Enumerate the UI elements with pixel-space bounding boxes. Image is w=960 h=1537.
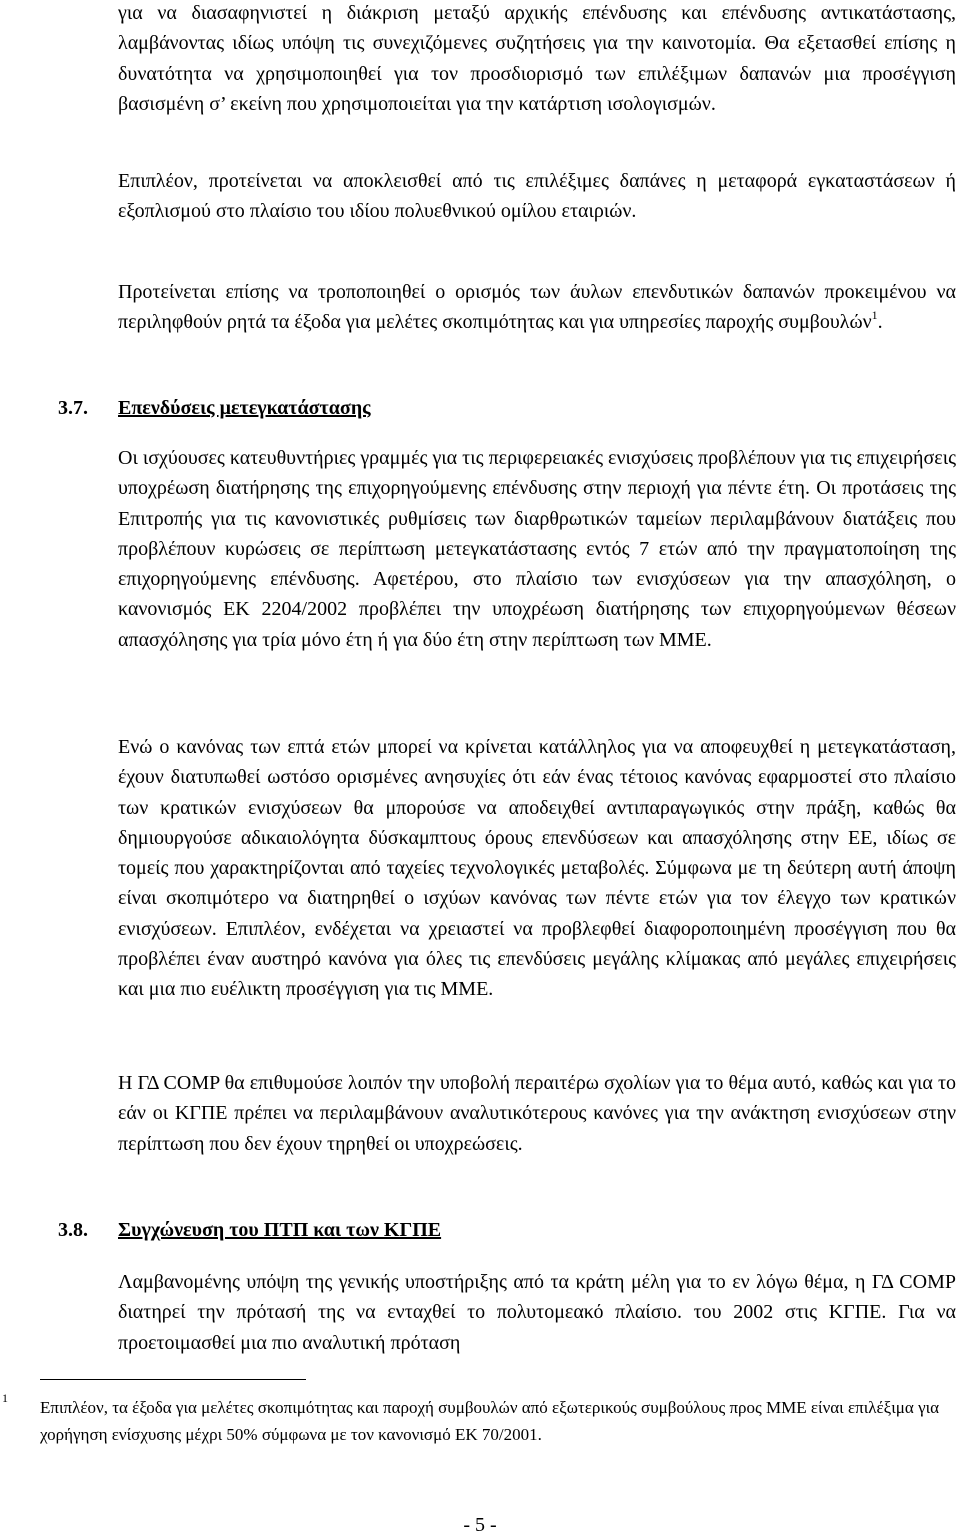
section-number: 3.8. — [58, 1219, 88, 1241]
section-title: Συγχώνευση του ΠΤΠ και των ΚΓΠΕ — [118, 1219, 442, 1241]
page-number: - 5 - — [463, 1514, 497, 1536]
footnote-text: Επιπλέον, τα έξοδα για μελέτες σκοπιμότητας και παροχή συμβουλών από εξωτερικούς συμβούλους προς ΜΜΕ είναι επιλέξιμα για χορήγηση ενίσχυσης μέχρι 50% σύμφωνα με τον κανονισμό ΕΚ 70/2001. — [40, 1398, 940, 1444]
paragraph-intangible-costs-end: . — [877, 311, 883, 334]
footnote-reference[interactable]: 1 — [871, 308, 878, 323]
paragraph-relocation-guidelines: Οι ισχύουσες κατευθυντήριες γραμμές για τις περιφερειακές ενισχύσεις προβλέπουν για τις επιχειρήσεις υποχρέωση διατήρησης της επιχορηγούμενης επένδυσης στην περιοχή για πέντε έτη. Οι προτάσεις της Επιτροπής για τις κανονιστικές ρυθμίσεις των διαρθρωτικών ταμείων περιλαμβάνουν διατάξεις που προβλέπουν κυρώσεις σε περίπτωση μετεγκατάστασης εντός 7 ετών από την πραγματοποίηση της επιχορηγούμενης επένδυσης. Αφετέρου, στο πλαίσιο των ενισχύσεων για την απασχόληση, ο κανονισμός ΕΚ 2204/2002 προβλέπει την υποχρέωση διατήρησης των επιχορηγούμενων θέσεων απασχόλησης για τρία μόνο έτη ή για δύο έτη στην περίπτωση των ΜΜΕ. — [118, 447, 956, 651]
section-heading-3-7 — [58, 393, 958, 423]
paragraph-merger-proposal: Λαμβανομένης υπόψη της γενικής υποστήριξης από τα κράτη μέλη για το εν λόγω θέμα, η ΓΔ COMP διατηρεί την πρότασή της να ενταχθεί το πολυτομεακό πλαίσιο. του 2002 στις ΚΓΠΕ. Για να προετοιμασθεί μια πιο αναλυτική πρόταση — [118, 1271, 956, 1354]
paragraph-intangible-costs-text: Προτείνεται επίσης να τροποποιηθεί ο ορισμός των άυλων επενδυτικών δαπανών προκειμένου να περιληφθούν ρητά τα έξοδα για μελέτες σκοπιμότητας και για υπηρεσίες παροχής συμβουλών — [118, 281, 956, 334]
paragraph-seven-year-rule: Ενώ ο κανόνας των επτά ετών μπορεί να κρίνεται κατάλληλος για να αποφευχθεί η μετεγκατάσταση, έχουν διατυπωθεί ωστόσο ορισμένες ανησυχίες ότι εάν ένας τέτοιος κανόνας εφαρμοστεί στο πλαίσιο των κρατικών ενισχύσεων θα μπορούσε να αποδειχθεί αντιπαραγωγικός στην πράξη, καθώς θα δημιουργούσε αδικαιολόγητα δύσκαμπτους όρους επενδύσεων και απασχόλησης στην ΕΕ, ιδίως σε τομείς που χαρακτηρίζονται από ταχείες τεχνολογικές μεταβολές. Σύμφωνα με τη δεύτερη αυτή άποψη είναι σκοπιμότερο να διατηρηθεί ο ισχύων κανόνας των πέντε ετών για τον έλεγχο των κρατικών ενισχύσεων. Επιπλέον, ενδέχεται να χρειαστεί να προβλεφθεί διαφοροποιημένη προσέγγιση που θα προβλέπει έναν αυστηρό κανόνα για όλες τις επενδύσεις μεγάλης κλίμακας από μεγάλες επιχειρήσεις και μια πιο ευέλικτη προσέγγιση για τις ΜΜΕ. — [118, 736, 956, 1001]
footnote-mark: 1 — [2, 1391, 8, 1405]
footnote-separator — [40, 1379, 306, 1380]
paragraph-exclude-transfer: Επιπλέον, προτείνεται να αποκλεισθεί από τις επιλέξιμες δαπάνες η μεταφορά εγκαταστάσεων ή εξοπλισμού στο πλαίσιο του ιδίου πολυεθνικού ομίλου εταιριών. — [118, 170, 956, 223]
section-number: 3.7. — [58, 397, 88, 419]
paragraph-innovation-distinction: για να διασαφηνιστεί η διάκριση μεταξύ αρχικής επένδυσης και επένδυσης αντικατάστασης, λαμβάνοντας ιδίως υπόψη τις συνεχιζόμενες συζητήσεις για την καινοτομία. Θα εξετασθεί επίσης η δυνατότητα να χρησιμοποιηθεί για τον προσδιορισμό των επιλέξιμων δαπανών μια προσέγγιση βασισμένη σ’ εκείνη που χρησιμοποιείται για την κατάρτιση ισολογισμών. — [118, 2, 956, 115]
paragraph-dg-comp-comments: Η ΓΔ COMP θα επιθυμούσε λοιπόν την υποβολή περαιτέρω σχολίων για το θέμα αυτό, καθώς και για το εάν οι ΚΓΠΕ πρέπει να περιλαμβάνουν αναλυτικότερους κανόνες για την ανάκτηση ενισχύσεων στην περίπτωση που δεν έχουν τηρηθεί οι υποχρεώσεις. — [118, 1072, 956, 1155]
section-heading-3-8 — [58, 1215, 958, 1245]
section-title: Επενδύσεις μετεγκατάστασης — [118, 397, 371, 419]
paragraph-intangible-costs — [118, 277, 956, 338]
